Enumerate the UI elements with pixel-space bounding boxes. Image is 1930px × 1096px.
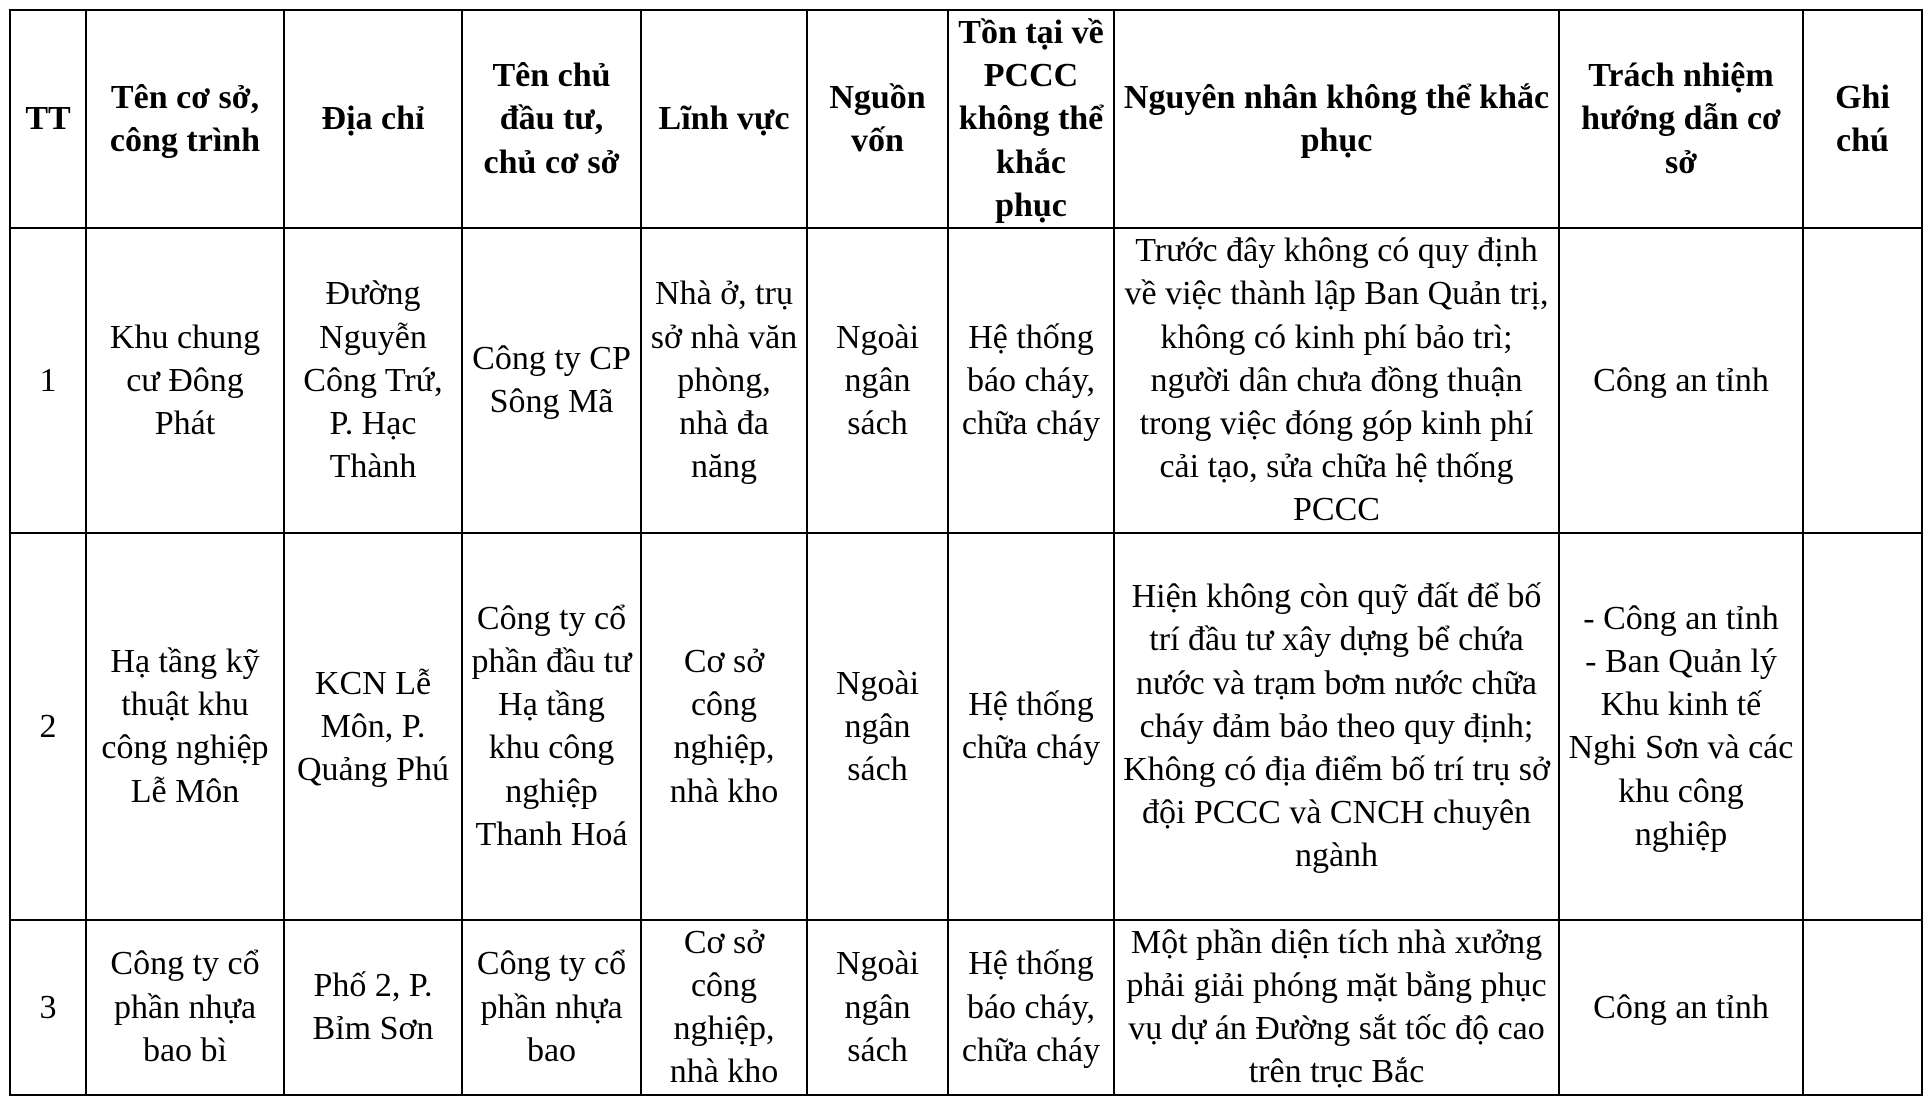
cell-linh-vuc: Cơ sở công nghiệp, nhà kho (641, 533, 807, 920)
cell-tt: 2 (10, 533, 86, 920)
cell-tt: 3 (10, 920, 86, 1095)
cell-trach-nhiem (1559, 533, 1803, 920)
trach-nhiem-line-1: - Công an tỉnh (1583, 599, 1779, 637)
cell-trach-nhiem (1559, 228, 1803, 533)
header-nguyen-nhan: Nguyên nhân không thể khắc phục (1114, 10, 1559, 228)
table-row (10, 533, 1922, 920)
cell-ton-tai: Hệ thống báo cháy, chữa cháy (948, 228, 1114, 533)
cell-tt: 1 (10, 228, 86, 533)
cell-dia-chi: Phố 2, P. Bỉm Sơn (284, 920, 462, 1095)
cell-ten-co-so: Khu chung cư Đông Phát (86, 228, 284, 533)
header-nguon-von: Nguồn vốn (807, 10, 948, 228)
cell-ghi-chu (1803, 228, 1922, 533)
cell-chu-dau-tu: Công ty cổ phần nhựa bao (462, 920, 641, 1095)
header-ghi-chu: Ghi chú (1803, 10, 1922, 228)
header-chu-dau-tu: Tên chủ đầu tư, chủ cơ sở (462, 10, 641, 228)
cell-nguyen-nhan: Một phần diện tích nhà xưởng phải giải phóng mặt bằng phục vụ dự án Đường sắt tốc độ cao trên trục Bắc (1114, 920, 1559, 1095)
cell-chu-dau-tu: Công ty CP Sông Mã (462, 228, 641, 533)
table-header-row (10, 10, 1922, 228)
cell-linh-vuc: Nhà ở, trụ sở nhà văn phòng, nhà đa năng (641, 228, 807, 533)
cell-ton-tai: Hệ thống chữa cháy (948, 533, 1114, 920)
cell-ten-co-so: Hạ tầng kỹ thuật khu công nghiệp Lễ Môn (86, 533, 284, 920)
document-table (9, 9, 1923, 1096)
cell-nguon-von: Ngoài ngân sách (807, 228, 948, 533)
cell-chu-dau-tu: Công ty cổ phần đầu tư Hạ tầng khu công nghiệp Thanh Hoá (462, 533, 641, 920)
header-linh-vuc: Lĩnh vực (641, 10, 807, 228)
trach-nhiem-line-1: Công an tỉnh (1593, 988, 1769, 1026)
trach-nhiem-line-2: - Ban Quản lý Khu kinh tế Nghi Sơn và các khu công nghiệp (1568, 643, 1794, 853)
cell-ghi-chu (1803, 533, 1922, 920)
trach-nhiem-line-1: Công an tỉnh (1593, 361, 1769, 399)
cell-trach-nhiem (1559, 920, 1803, 1095)
cell-nguyen-nhan: Hiện không còn quỹ đất để bố trí đầu tư xây dựng bể chứa nước và trạm bơm nước chữa cháy đảm bảo theo quy định; Không có địa điểm bố trí trụ sở đội PCCC và CNCH chuyên ngành (1114, 533, 1559, 920)
header-ten-co-so: Tên cơ sở, công trình (86, 10, 284, 228)
cell-ton-tai: Hệ thống báo cháy, chữa cháy (948, 920, 1114, 1095)
cell-linh-vuc: Cơ sở công nghiệp, nhà kho (641, 920, 807, 1095)
cell-ghi-chu (1803, 920, 1922, 1095)
cell-dia-chi: KCN Lễ Môn, P. Quảng Phú (284, 533, 462, 920)
cell-ten-co-so: Công ty cổ phần nhựa bao bì (86, 920, 284, 1095)
cell-nguon-von: Ngoài ngân sách (807, 533, 948, 920)
cell-nguyen-nhan: Trước đây không có quy định về việc thành lập Ban Quản trị, không có kinh phí bảo trì; người dân chưa đồng thuận trong việc đóng góp kinh phí cải tạo, sửa chữa hệ thống PCCC (1114, 228, 1559, 533)
header-tt: TT (10, 10, 86, 228)
table-row (10, 920, 1922, 1095)
table-row (10, 228, 1922, 533)
cell-dia-chi: Đường Nguyễn Công Trứ, P. Hạc Thành (284, 228, 462, 533)
cell-nguon-von: Ngoài ngân sách (807, 920, 948, 1095)
header-trach-nhiem: Trách nhiệm hướng dẫn cơ sở (1559, 10, 1803, 228)
header-ton-tai: Tồn tại về PCCC không thể khắc phục (948, 10, 1114, 228)
header-dia-chi: Địa chỉ (284, 10, 462, 228)
